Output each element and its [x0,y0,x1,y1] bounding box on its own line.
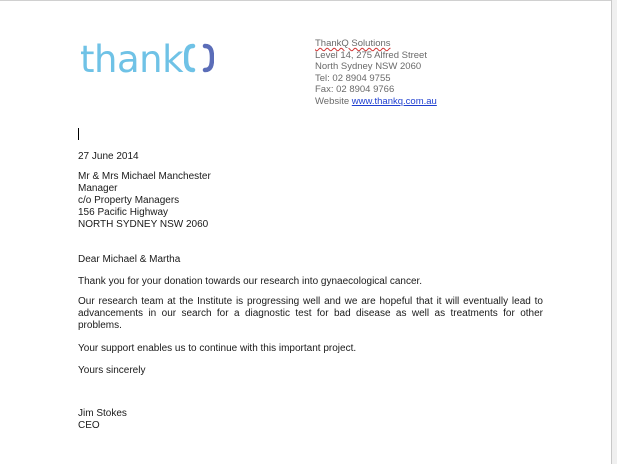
company-website [315,96,437,108]
website-label: Website [315,95,350,107]
recipient-address [78,171,543,231]
company-name: ThankQ Solutions [315,38,391,49]
signatory-block [78,408,543,432]
letter-date: 27 June 2014 [78,151,139,162]
letter-paragraph: Thank you for your donation towards our research into gynaecological cancer. [78,276,423,287]
company-address-line1: Level 14, 275 Alfred Street [315,49,427,61]
recipient-name: Mr & Mrs Michael Manchester [78,171,211,182]
text-insertion-cursor [78,128,79,140]
page-top-border [0,0,611,1]
company-address-line2: North Sydney NSW 2060 [315,61,422,72]
company-contact-block [315,38,437,107]
letter-paragraph: Our research team at the Institute is progressing well and we are hopeful that it will eventually lead to advancements in our search for a diagnostic test for bad disease as well as treatments for other problems. [78,296,543,331]
company-telephone: Tel: 02 8904 9755 [315,72,391,84]
recipient-suburb: NORTH SYDNEY NSW 2060 [78,219,209,230]
signatory-title: CEO [78,420,100,431]
letter-paragraph: Your support enables us to continue with this important project. [78,343,357,354]
signatory-name: Jim Stokes [78,408,127,419]
recipient-street: 156 Pacific Highway [78,207,169,218]
letter-salutation: Dear Michael & Martha [78,254,181,265]
recipient-company: c/o Property Managers [78,195,180,206]
website-link[interactable]: www.thankq.com.au [351,95,437,107]
page-right-edge [611,0,617,464]
letter-closing: Yours sincerely [78,365,146,376]
logo-wordmark: thank [80,38,184,81]
company-logo [80,38,214,82]
company-fax: Fax: 02 8904 9766 [315,84,395,95]
logo-q-icon [184,41,214,82]
recipient-position: Manager [78,183,118,194]
